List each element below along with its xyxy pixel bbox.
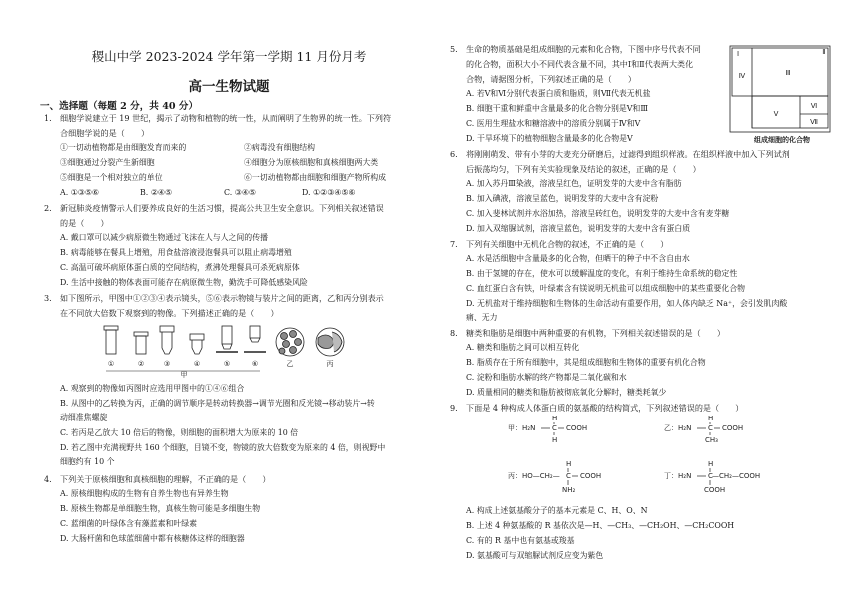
struct-text: H [566,460,572,468]
option-b[interactable]: B. 由于氢键的存在，使水可以缓解温度的变化，有利于维持生命系统的稳定性 [466,269,738,278]
struct-text: COOH [580,472,602,480]
question-stem: 细胞学说建立于 19 世纪，揭示了动物和植物的统一性，从而阐明了生物界的统一性。下列符 [60,113,392,123]
question-stem: 后振荡均匀，下列有关实验现象及结论的叙述，正确的是（ ） [466,164,701,174]
struct-text: C [708,472,713,480]
question-stem: 将刚刚萌发、带有小芽的大麦充分研磨后，过滤得到组织样液。在组织样液中加入下列试剂 [466,149,790,159]
option-a[interactable]: A. 原核细胞构成的生物有自养生物也有异养生物 [60,489,229,498]
option-c[interactable]: C. 蓝细菌的叶绿体含有藻蓝素和叶绿素 [60,519,198,528]
microscope-lens-figure [100,322,350,380]
struct-text: NH₂ [562,486,576,494]
region-label: Ⅰ [736,50,740,58]
question-number: 1. [44,113,52,123]
struct-text: HO—CH₂— [522,472,560,480]
statement-item: ①一切动植物都是由细胞发育而来的 [60,143,187,152]
question-number: 9. [450,403,458,413]
question-number: 4. [44,474,52,484]
question-number: 2. [44,203,52,213]
option-a[interactable]: A. 若Ⅴ和Ⅵ分别代表蛋白质和脂质，则Ⅶ代表无机盐 [466,89,651,98]
fig-label: ① [107,360,115,368]
question-stem: 如下图所示，甲图中①②③④表示镜头，⑤⑥表示物镜与装片之间的距离，乙和丙分别表示 [60,293,384,303]
struct-text: C [552,424,557,432]
region-label: Ⅲ [785,69,791,77]
option-a[interactable]: A. 构成上述氨基酸分子的基本元素是 C、H、O、N [466,506,648,515]
option-b-continued: 动细准焦螺旋 [60,413,108,422]
compound-area-diagram [728,44,836,146]
option-b[interactable]: B. 从图中的乙转换为丙，正确的调节顺序是转动转换器→调节光圈和反光镜→移动装片→转 [60,399,375,408]
option-d-continued: 痛、无力 [466,313,498,322]
fig-label: ② [137,360,145,368]
option-b[interactable]: B. 加入碘液，溶液呈蓝色，说明发芽的大麦中含有淀粉 [466,194,659,203]
question-stem: 生命的物质基础是组成细胞的元素和化合物，下图中序号代表不同 [466,44,701,54]
option-c[interactable]: C. ③④⑤ [224,188,256,197]
option-d[interactable]: D. 干旱环境下的植物细胞含量最多的化合物是Ⅴ [466,134,633,143]
question-stem: 糖类和脂肪是细胞中两种重要的有机物，下列相关叙述错误的是（ ） [466,328,726,338]
fig-label: ③ [163,360,171,368]
struct-text: H [552,416,558,422]
question-stem: 下列关于原核细胞和真核细胞的理解，不正确的是（ ） [60,474,271,484]
struct-text: COOH [704,486,726,494]
question-number: 8. [450,328,458,338]
option-a[interactable]: A. 观察到的物像如丙图时应选用甲图中的①④⑥组合 [60,384,245,393]
option-d[interactable]: D. 大肠杆菌和色球蓝细菌中都有核糖体这样的细胞器 [60,534,245,543]
option-c[interactable]: C. 加入斐林试剂并水浴加热，溶液呈砖红色，说明发芽的大麦中含有麦芽糖 [466,209,730,218]
statement-item: ②病毒没有细胞结构 [244,143,316,152]
struct-text: C [566,472,571,480]
option-a[interactable]: A. 加入苏丹Ⅲ染液，溶液呈红色，证明发芽的大麦中含有脂肪 [466,179,682,188]
cell-view-bing-icon [316,328,344,356]
region-label: Ⅳ [738,72,746,80]
option-d[interactable]: D. ①②③④⑤⑥ [302,188,356,197]
question-number: 6. [450,149,458,159]
struct-text: CH₃ [705,436,718,444]
struct-ding-prefix: 丁： [664,472,678,480]
option-c[interactable]: C. 高温可破坏病原体蛋白质的空间结构，煮沸处理餐具可杀死病原体 [60,263,300,272]
option-a[interactable]: A. 糖类和脂肪之间可以相互转化 [466,343,580,352]
lens-5-icon [216,326,238,352]
statement-item: ④细胞分为原核细胞和真核细胞两大类 [244,158,379,167]
option-c[interactable]: C. 有的 R 基中也有氨基或羧基 [466,536,575,545]
question-stem: 在不同放大倍数下观察到的物像。下列描述正确的是（ ） [60,308,279,318]
option-c[interactable]: C. 血红蛋白含有铁，叶绿素含有镁说明无机盐可以组成细胞中的某些重要化合物 [466,284,746,293]
option-b[interactable]: B. 原核生物都是单细胞生物，真核生物可能是多细胞生物 [60,504,261,513]
fig-label: 甲 [180,371,188,379]
struct-text: H [552,436,558,444]
question-stem: 下面是 4 种构成人体蛋白质的氨基酸的结构简式，下列叙述错误的是（ ） [466,403,744,413]
question-stem: 的是（ ） [60,218,109,228]
struct-text: C [708,424,713,432]
fig-label: 乙 [286,360,294,368]
question-stem: 下列有关细胞中无机化合物的叙述，不正确的是（ ） [466,239,669,249]
region-label: Ⅱ [822,48,826,56]
fig-label: ⑤ [223,360,231,368]
struct-text: COOH [722,424,744,432]
statement-item: ⑤细胞是一个相对独立的单位 [60,173,163,182]
option-d[interactable]: D. 若乙图中充满视野共 160 个细胞，目镜不变，物镜的放大倍数变为原来的 4 倍，则视野中 [60,443,386,452]
section-heading: 一、选择题（每题 2 分，共 40 分） [40,101,199,112]
lens-3-icon [160,326,174,354]
fig-label: ⑥ [251,360,259,368]
option-d[interactable]: D. 质量相同的糖类和脂肪被彻底氧化分解时，糖类耗氧少 [466,388,667,397]
option-b[interactable]: B. 病毒能够在餐具上增殖，用食盐溶液浸泡餐具可以阻止病毒增殖 [60,248,292,257]
option-b[interactable]: B. ②④⑤ [140,188,173,197]
struct-text: —CH₂—COOH [712,472,761,480]
struct-text: H [708,416,714,422]
option-b[interactable]: B. 脂质存在于所有细胞中，其是组成细胞和生物体的重要有机化合物 [466,358,706,367]
region-label: Ⅵ [810,102,818,110]
fig-label: ④ [193,360,201,368]
option-c[interactable]: C. 淀粉和脂肪水解的终产物都是二氧化碳和水 [466,373,627,382]
amino-acid-structures [508,416,808,502]
option-c[interactable]: C. 若丙是乙放大 10 倍后的物像，则细胞的面积增大为原来的 10 倍 [60,428,299,437]
region-label: Ⅶ [810,118,818,126]
struct-jia-prefix: 甲： [508,424,522,432]
option-b[interactable]: B. 上述 4 种氨基酸的 R 基依次是—H、—CH₃、—CH₂OH、—CH₂COOH [466,521,735,530]
question-number: 3. [44,293,52,303]
struct-text: H [708,460,714,468]
option-d[interactable]: D. 氨基酸可与双缩脲试剂反应变为紫色 [466,551,604,560]
struct-text: H₂N [678,424,692,432]
question-number: 5. [450,44,458,54]
question-stem: 的化合物，面积大小不同代表含量不同，其中Ⅰ和Ⅱ代表两大类化 [466,59,694,69]
fig-label: 丙 [326,360,334,368]
struct-text: H₂N [522,424,536,432]
lens-4-icon [190,334,204,354]
struct-yi-prefix: 乙： [664,424,678,432]
option-c[interactable]: C. 医用生理盐水和糖溶液中的溶质分别属于Ⅳ和Ⅴ [466,119,641,128]
cell-view-yi-icon [276,328,304,356]
question-stem: 新冠肺炎疫情警示人们要养成良好的生活习惯，提高公共卫生安全意识。下列相关叙述错误 [60,203,384,213]
struct-bing-prefix: 丙： [508,472,522,480]
lens-6-icon [244,326,266,352]
struct-text: H₂N [678,472,692,480]
question-number: 7. [450,239,458,249]
option-d[interactable]: D. 加入双缩脲试剂，溶液呈蓝色，说明发芽的大麦中含有蛋白质 [466,224,691,233]
question-stem: 合物，请据图分析，下列叙述正确的是（ ） [466,74,636,84]
question-stem: 合细胞学说的是（ ） [60,128,150,138]
option-b[interactable]: B. 细胞干重和鲜重中含量最多的化合物分别是Ⅴ和Ⅲ [466,104,648,113]
option-a[interactable]: A. ①③⑤⑥ [60,188,100,197]
lens-1-icon [104,326,118,354]
figure-caption: 组成细胞的化合物 [754,136,810,144]
exam-subtitle: 高一生物试题 [188,79,270,95]
option-d-continued: 细胞约有 10 个 [60,457,115,466]
option-a[interactable]: A. 戴口罩可以减少病原微生物通过飞沫在人与人之间的传播 [60,233,268,242]
statement-item: ③细胞通过分裂产生新细胞 [60,158,155,167]
lens-2-icon [134,332,148,354]
option-d[interactable]: D. 生活中接触的物体表面可能存在病原微生物，勤洗手可降低感染风险 [60,278,308,287]
option-a[interactable]: A. 水是活细胞中含量最多的化合物，但晒干的种子中不含自由水 [466,254,690,263]
region-label: Ⅴ [773,110,779,118]
option-d[interactable]: D. 无机盐对于维持细胞和生物体的生命活动有重要作用，如人体内缺乏 Na⁺，会引发肌肉酸 [466,299,788,308]
struct-text: COOH [566,424,588,432]
exam-title: 稷山中学 2023-2024 学年第一学期 11 月份月考 [91,49,367,64]
statement-item: ⑥一切动植物都由细胞和细胞产物所构成 [244,173,387,182]
